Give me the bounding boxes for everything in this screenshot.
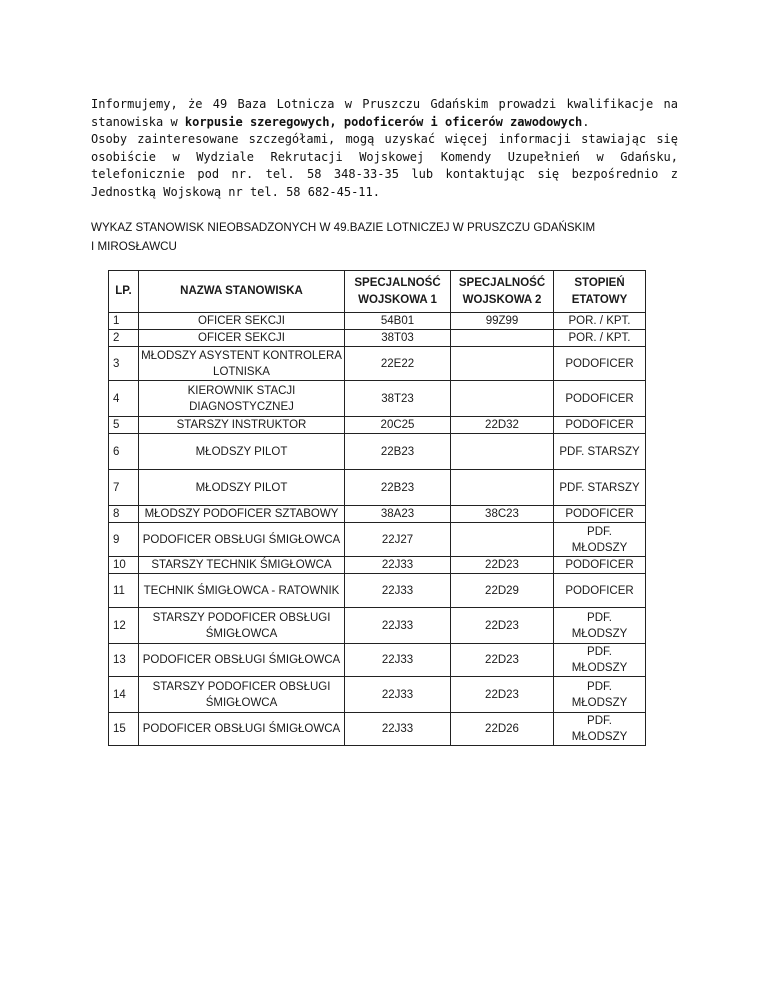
cell-lp bbox=[109, 434, 139, 470]
cell-position-name bbox=[139, 644, 345, 677]
cell-spec1-line: 54B01 bbox=[380, 315, 415, 327]
positions-table bbox=[108, 270, 646, 746]
cell-spec1-line: 38T03 bbox=[381, 332, 414, 344]
cell-rank-line: PODOFICER bbox=[565, 508, 634, 520]
cell-spec1-line: 22B23 bbox=[380, 481, 415, 494]
intro-text-part: Informujemy, że 49 Baza Lotnicza w Pruszczu Gdańskim prowadzi kwalifikacje na stanowiska w bbox=[91, 97, 678, 129]
table-row bbox=[109, 523, 646, 557]
cell-lp-line: 15 bbox=[113, 723, 126, 735]
cell-spec2 bbox=[451, 608, 554, 644]
list-heading-line-2: I MIROSŁAWCU bbox=[91, 240, 177, 253]
header-spec2-line2: WOJSKOWA 2 bbox=[462, 293, 542, 306]
header-spec1-line2: WOJSKOWA 1 bbox=[358, 293, 437, 306]
cell-position-name bbox=[139, 608, 345, 644]
cell-rank-line: PODOFICER bbox=[565, 584, 634, 597]
cell-spec2-line: 22D29 bbox=[485, 584, 519, 597]
cell-spec2-line: 22D23 bbox=[485, 688, 519, 701]
cell-position-name bbox=[139, 313, 345, 330]
table-body bbox=[109, 313, 646, 746]
cell-spec2 bbox=[451, 557, 554, 574]
table-row bbox=[109, 644, 646, 677]
cell-rank bbox=[554, 506, 646, 523]
cell-position-name bbox=[139, 417, 345, 434]
intro-text bbox=[91, 96, 678, 201]
cell-spec1-line: 22J27 bbox=[381, 533, 414, 546]
header-name: NAZWA STANOWISKA bbox=[139, 271, 345, 313]
cell-rank bbox=[554, 713, 646, 746]
header-rank-line2: ETATOWY bbox=[571, 293, 628, 306]
cell-spec1-line: 20C25 bbox=[380, 419, 415, 431]
table-row bbox=[109, 313, 646, 330]
cell-position-name-line: STARSZY PODOFICER OBSŁUGI bbox=[152, 611, 331, 624]
cell-rank-line: POR. / KPT. bbox=[568, 315, 631, 327]
cell-spec1 bbox=[345, 713, 451, 746]
cell-position-name-line: OFICER SEKCJI bbox=[198, 332, 285, 344]
cell-position-name-line: MŁODSZY PODOFICER SZTABOWY bbox=[144, 508, 339, 520]
cell-spec2-line: 22D32 bbox=[485, 419, 519, 431]
cell-position-name-line: STARSZY TECHNIK ŚMIGŁOWCA bbox=[151, 559, 332, 571]
cell-spec2 bbox=[451, 644, 554, 677]
cell-lp-line: 3 bbox=[113, 357, 120, 370]
cell-rank bbox=[554, 330, 646, 347]
cell-position-name bbox=[139, 347, 345, 381]
cell-position-name bbox=[139, 381, 345, 417]
cell-spec2-line: 38C23 bbox=[485, 508, 519, 520]
cell-position-name-line: PODOFICER OBSŁUGI ŚMIGŁOWCA bbox=[142, 654, 341, 666]
cell-rank bbox=[554, 574, 646, 608]
cell-position-name bbox=[139, 434, 345, 470]
cell-rank bbox=[554, 347, 646, 381]
cell-rank bbox=[554, 381, 646, 417]
cell-lp-line: 2 bbox=[113, 332, 120, 344]
table-row bbox=[109, 381, 646, 417]
cell-spec1 bbox=[345, 523, 451, 557]
cell-lp-line: 5 bbox=[113, 419, 120, 431]
cell-spec2 bbox=[451, 313, 554, 330]
cell-lp-line: 11 bbox=[113, 584, 125, 597]
table-row bbox=[109, 608, 646, 644]
cell-position-name bbox=[139, 470, 345, 506]
intro-text-part: . bbox=[582, 114, 590, 129]
table-row bbox=[109, 574, 646, 608]
list-heading-line-1: WYKAZ STANOWISK NIEOBSADZONYCH W 49.BAZIE LOTNICZEJ W PRUSZCZU GDAŃSKIM bbox=[91, 221, 596, 234]
cell-spec1 bbox=[345, 574, 451, 608]
cell-position-name-line: STARSZY INSTRUKTOR bbox=[176, 419, 307, 431]
intro-paragraph-2: Osoby zainteresowane szczegółami, mogą uzyskać więcej informacji stawiając się osobiście w Wydziale Rekrutacji Wojskowej Komendy Uzupełnień w Gdańsku, telefonicznie pod nr. tel. 58 348-33-35 lub kontaktując się bezpośrednio z Jednostką Wojskową nr tel. 58 682-45-11. bbox=[91, 132, 678, 199]
cell-spec1-line: 22J33 bbox=[381, 584, 414, 597]
cell-spec2 bbox=[451, 434, 554, 470]
cell-lp bbox=[109, 677, 139, 713]
cell-lp bbox=[109, 557, 139, 574]
cell-spec1 bbox=[345, 557, 451, 574]
cell-position-name bbox=[139, 574, 345, 608]
cell-spec1 bbox=[345, 347, 451, 381]
header-rank bbox=[554, 271, 646, 313]
cell-rank bbox=[554, 313, 646, 330]
cell-spec1-line: 22J33 bbox=[381, 723, 414, 735]
cell-rank-line: PODOFICER bbox=[565, 559, 634, 571]
cell-lp bbox=[109, 523, 139, 557]
cell-spec2 bbox=[451, 470, 554, 506]
cell-rank-line: PDF. bbox=[587, 611, 612, 624]
intro-paragraph-1 bbox=[91, 96, 678, 131]
cell-lp bbox=[109, 470, 139, 506]
cell-rank bbox=[554, 644, 646, 677]
cell-lp-line: 13 bbox=[113, 654, 126, 666]
cell-spec2-line: 22D26 bbox=[485, 723, 519, 735]
table-header-row bbox=[109, 271, 646, 313]
positions-table-wrapper bbox=[108, 270, 646, 746]
cell-spec1-line: 22B23 bbox=[380, 445, 415, 458]
header-spec2-line1: SPECJALNOŚĆ bbox=[458, 276, 546, 289]
cell-spec2 bbox=[451, 523, 554, 557]
cell-rank-line: PDF. bbox=[587, 715, 612, 727]
cell-spec2 bbox=[451, 417, 554, 434]
cell-spec1-line: 22J33 bbox=[381, 654, 414, 666]
cell-rank-line: POR. / KPT. bbox=[568, 332, 631, 344]
cell-position-name-line: MŁODSZY PILOT bbox=[195, 445, 288, 458]
cell-lp bbox=[109, 713, 139, 746]
cell-spec1-line: 38T23 bbox=[381, 392, 414, 405]
cell-position-name bbox=[139, 523, 345, 557]
cell-spec1-line: 22J33 bbox=[381, 559, 414, 571]
cell-spec1 bbox=[345, 608, 451, 644]
cell-rank bbox=[554, 470, 646, 506]
cell-position-name-line: ŚMIGŁOWCA bbox=[205, 627, 278, 640]
cell-spec2 bbox=[451, 677, 554, 713]
cell-position-name bbox=[139, 506, 345, 523]
cell-spec1 bbox=[345, 677, 451, 713]
cell-rank bbox=[554, 557, 646, 574]
cell-rank-line: PODOFICER bbox=[565, 419, 634, 431]
cell-position-name-line: PODOFICER OBSŁUGI ŚMIGŁOWCA bbox=[142, 723, 341, 735]
cell-lp bbox=[109, 506, 139, 523]
cell-spec1-line: 22J33 bbox=[381, 688, 414, 701]
cell-rank-line: PDF. bbox=[587, 680, 612, 693]
cell-position-name-line: DIAGNOSTYCZNEJ bbox=[189, 400, 294, 413]
cell-lp bbox=[109, 330, 139, 347]
table-row bbox=[109, 417, 646, 434]
cell-spec1 bbox=[345, 330, 451, 347]
cell-lp bbox=[109, 574, 139, 608]
cell-lp-line: 8 bbox=[113, 508, 120, 520]
cell-spec2 bbox=[451, 381, 554, 417]
cell-position-name-line: STARSZY PODOFICER OBSŁUGI bbox=[152, 680, 331, 693]
header-spec1 bbox=[345, 271, 451, 313]
cell-lp-line: 7 bbox=[113, 481, 120, 494]
cell-position-name-line: TECHNIK ŚMIGŁOWCA - RATOWNIK bbox=[143, 584, 340, 597]
cell-position-name-line: ŚMIGŁOWCA bbox=[205, 696, 278, 709]
cell-rank-line: MŁODSZY bbox=[571, 627, 628, 640]
cell-lp bbox=[109, 644, 139, 677]
cell-position-name bbox=[139, 330, 345, 347]
cell-lp-line: 4 bbox=[113, 392, 120, 405]
cell-lp bbox=[109, 417, 139, 434]
cell-rank-line: PDF. STARSZY bbox=[559, 481, 640, 494]
cell-rank bbox=[554, 434, 646, 470]
cell-rank bbox=[554, 523, 646, 557]
cell-lp-line: 1 bbox=[113, 315, 120, 327]
cell-lp bbox=[109, 381, 139, 417]
cell-rank bbox=[554, 677, 646, 713]
cell-lp bbox=[109, 347, 139, 381]
header-lp: LP. bbox=[109, 271, 139, 313]
cell-position-name-line: PODOFICER OBSŁUGI ŚMIGŁOWCA bbox=[142, 533, 341, 546]
cell-spec1 bbox=[345, 381, 451, 417]
cell-position-name-line: LOTNISKA bbox=[213, 365, 270, 378]
table-row bbox=[109, 677, 646, 713]
cell-rank-line: PDF. STARSZY bbox=[559, 445, 640, 458]
cell-spec1 bbox=[345, 470, 451, 506]
cell-position-name bbox=[139, 713, 345, 746]
cell-position-name-line: KIEROWNIK STACJI bbox=[187, 384, 296, 397]
cell-spec1 bbox=[345, 506, 451, 523]
header-spec1-line1: SPECJALNOŚĆ bbox=[354, 276, 441, 289]
cell-spec1-line: 38A23 bbox=[380, 508, 415, 520]
header-spec2 bbox=[451, 271, 554, 313]
cell-lp-line: 6 bbox=[113, 445, 120, 458]
cell-lp-line: 9 bbox=[113, 533, 120, 546]
cell-spec1 bbox=[345, 434, 451, 470]
cell-lp-line: 12 bbox=[113, 619, 126, 632]
table-row bbox=[109, 434, 646, 470]
cell-spec2 bbox=[451, 330, 554, 347]
table-row bbox=[109, 330, 646, 347]
cell-position-name bbox=[139, 677, 345, 713]
intro-bold-corps: korpusie szeregowych, podoficerów i oficerów zawodowych bbox=[184, 114, 583, 129]
cell-lp bbox=[109, 313, 139, 330]
cell-rank-line: MŁODSZY bbox=[571, 731, 628, 743]
cell-position-name bbox=[139, 557, 345, 574]
table-row bbox=[109, 506, 646, 523]
cell-spec2-line: 22D23 bbox=[485, 559, 519, 571]
cell-rank-line: PDF. bbox=[587, 646, 612, 658]
cell-spec2-line: 22D23 bbox=[485, 619, 519, 632]
cell-position-name-line: OFICER SEKCJI bbox=[198, 315, 285, 327]
cell-spec1 bbox=[345, 417, 451, 434]
cell-position-name-line: MŁODSZY PILOT bbox=[195, 481, 288, 494]
cell-spec2-line: 99Z99 bbox=[485, 315, 519, 327]
cell-spec1-line: 22E22 bbox=[380, 357, 415, 370]
table-row bbox=[109, 470, 646, 506]
cell-rank bbox=[554, 417, 646, 434]
cell-spec2-line: 22D23 bbox=[485, 654, 519, 666]
table-row bbox=[109, 713, 646, 746]
cell-rank-line: MŁODSZY bbox=[571, 696, 628, 709]
cell-spec2 bbox=[451, 574, 554, 608]
cell-rank-line: MŁODSZY bbox=[571, 541, 628, 554]
cell-rank-line: PDF. bbox=[587, 525, 612, 538]
cell-spec1 bbox=[345, 644, 451, 677]
cell-rank-line: PODOFICER bbox=[565, 392, 634, 405]
cell-spec1 bbox=[345, 313, 451, 330]
table-row bbox=[109, 557, 646, 574]
cell-spec2 bbox=[451, 713, 554, 746]
cell-lp-line: 14 bbox=[113, 688, 126, 701]
cell-spec2 bbox=[451, 506, 554, 523]
cell-rank-line: PODOFICER bbox=[565, 357, 634, 370]
cell-spec2 bbox=[451, 347, 554, 381]
list-heading bbox=[91, 218, 691, 256]
header-rank-line1: STOPIEŃ bbox=[574, 276, 625, 289]
cell-lp-line: 10 bbox=[113, 559, 126, 571]
cell-spec1-line: 22J33 bbox=[381, 619, 414, 632]
cell-position-name-line: MŁODSZY ASYSTENT KONTROLERA bbox=[141, 349, 342, 362]
cell-lp bbox=[109, 608, 139, 644]
table-row bbox=[109, 347, 646, 381]
cell-rank bbox=[554, 608, 646, 644]
cell-rank-line: MŁODSZY bbox=[571, 662, 628, 674]
